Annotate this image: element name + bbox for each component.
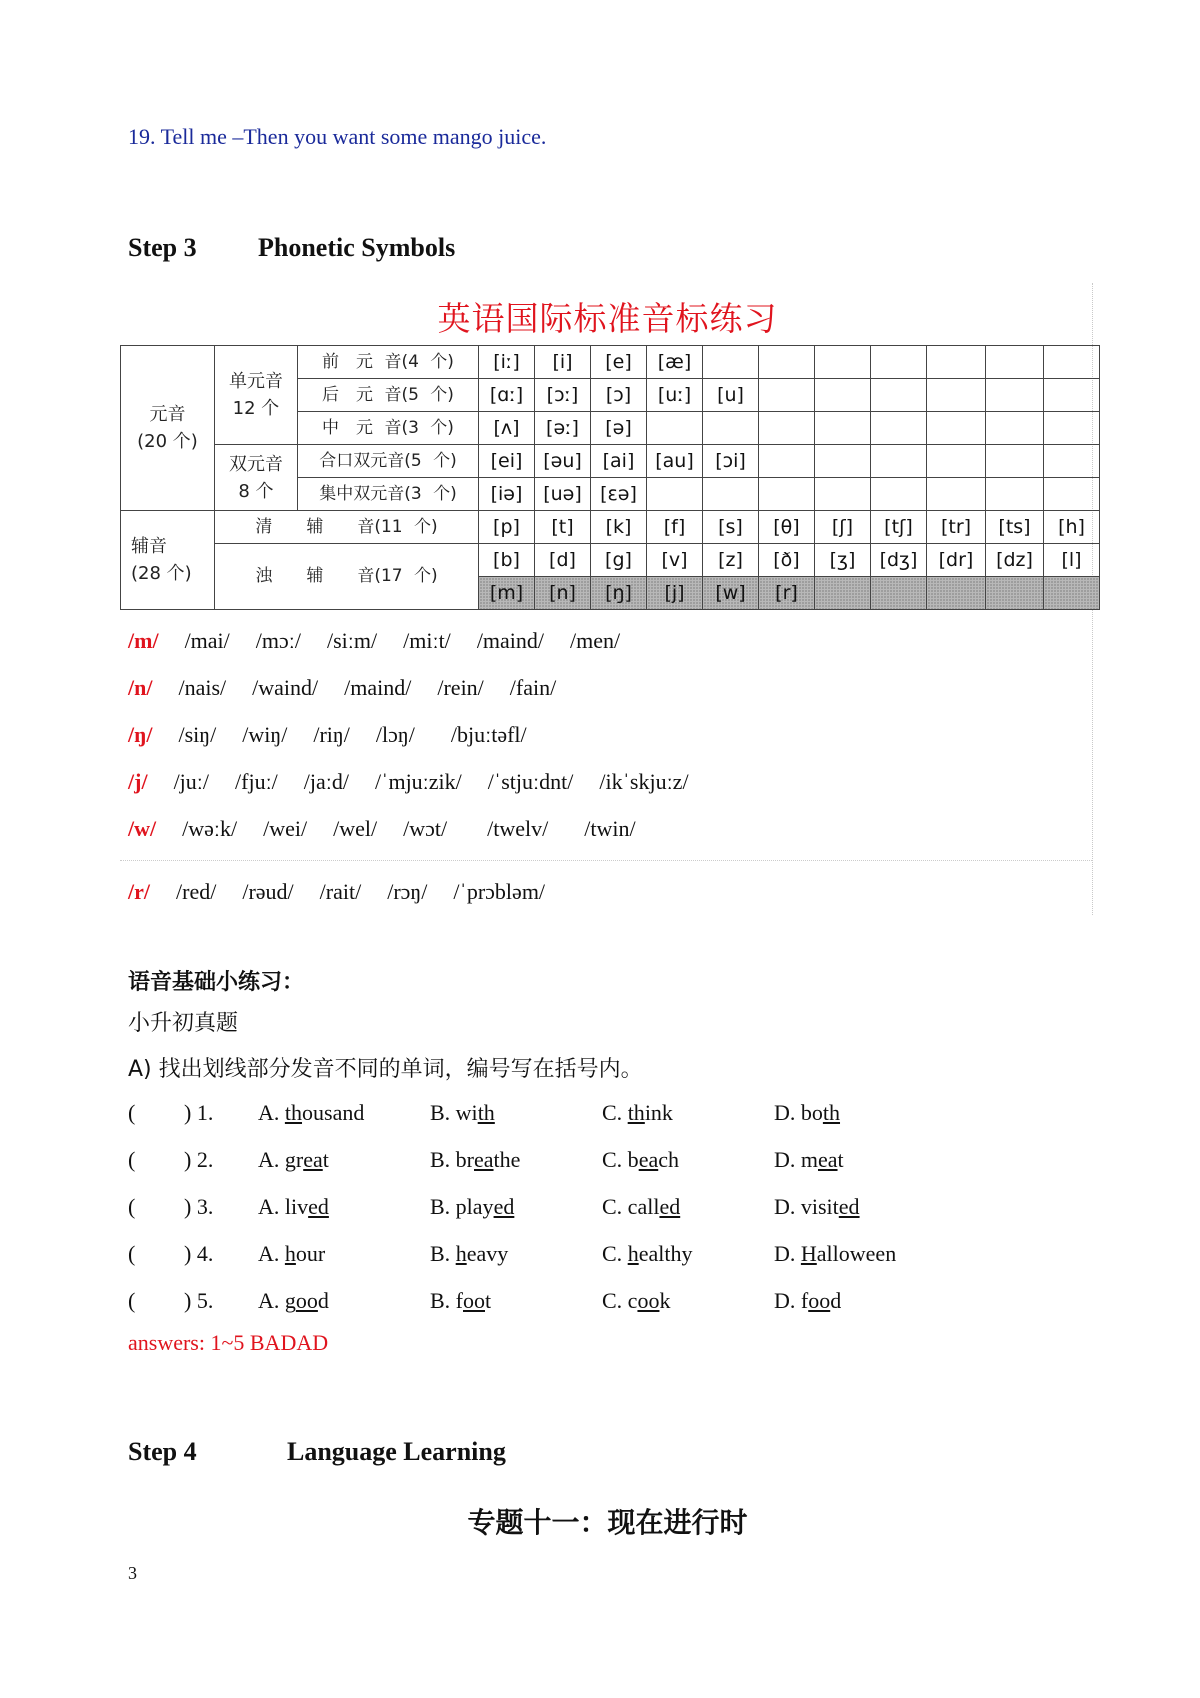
option: A. lived	[258, 1194, 329, 1219]
empty-cell	[986, 346, 1044, 379]
mid-vowels-label: 中 元 音(3 个)	[298, 412, 479, 445]
symbol-cell: [dr]	[927, 544, 986, 577]
symbol-cell: [tr]	[927, 511, 986, 544]
symbol-cell: [l]	[1044, 544, 1100, 577]
empty-cell	[647, 412, 703, 445]
symbol-cell: [uː]	[647, 379, 703, 412]
empty-cell	[986, 445, 1044, 478]
symbol-cell: [h]	[1044, 511, 1100, 544]
empty-cell	[986, 478, 1044, 511]
option: A. hour	[258, 1241, 326, 1266]
answer-blank[interactable]: (	[128, 1194, 136, 1219]
back-vowels-label: 后 元 音(5 个)	[298, 379, 479, 412]
phonetic-table	[120, 345, 1100, 610]
practice-row-ng: /ŋ/ /siŋ/ /wiŋ/ /riŋ/ /lɔŋ/ /bjuːtəfl/	[128, 722, 527, 747]
symbol-cell: [n]	[535, 577, 591, 610]
symbol-cell: [e]	[591, 346, 647, 379]
option: D. both	[774, 1100, 841, 1125]
page-number: 3	[128, 1563, 137, 1583]
monophthong-cell: 单元音 12 个	[215, 346, 298, 445]
empty-cell	[927, 445, 986, 478]
vowels-cell: 元音 (20 个)	[121, 346, 215, 511]
empty-cell	[759, 445, 815, 478]
practice-row-w: /w/ /wəːk/ /wei/ /wel/ /wɔt/ /twelv/ /twin/	[128, 816, 636, 841]
option: C. cook	[602, 1288, 671, 1313]
option: B. with	[430, 1100, 495, 1125]
step3-number: Step 3	[128, 233, 197, 262]
empty-cell	[871, 478, 927, 511]
empty-cell	[927, 346, 986, 379]
empty-cell	[871, 412, 927, 445]
symbol-cell: [ɔ]	[591, 379, 647, 412]
answer-blank[interactable]: (	[128, 1288, 136, 1313]
empty-cell	[815, 379, 871, 412]
symbol-cell: [ai]	[591, 445, 647, 478]
symbol-cell: [dʒ]	[871, 544, 927, 577]
empty-cell	[1044, 577, 1100, 610]
symbol-cell: [j]	[647, 577, 703, 610]
symbol-cell: [uə]	[535, 478, 591, 511]
option: B. foot	[430, 1288, 492, 1313]
option: D. visited	[774, 1194, 860, 1219]
exercise-heading: 语音基础小练习：	[128, 970, 305, 995]
voiced-consonants-label: 浊 辅 音(17 个)	[215, 544, 479, 610]
empty-cell	[927, 412, 986, 445]
option: B. heavy	[430, 1241, 509, 1266]
symbol-cell: [εə]	[591, 478, 647, 511]
symbol-cell: [ɑː]	[479, 379, 535, 412]
symbol-cell: [ei]	[479, 445, 535, 478]
symbol-cell: [əː]	[535, 412, 591, 445]
symbol-cell: [θ]	[759, 511, 815, 544]
table-row	[121, 346, 1100, 379]
table-row	[121, 544, 1100, 577]
option: A. thousand	[258, 1100, 365, 1125]
symbol-cell: [iə]	[479, 478, 535, 511]
symbol-cell: [ŋ]	[591, 577, 647, 610]
step3-title: Phonetic Symbols	[258, 233, 456, 262]
option: D. meat	[774, 1147, 844, 1172]
symbol-cell: [u]	[703, 379, 759, 412]
phonetic-table-title: 英语国际标准音标练习	[437, 299, 778, 338]
symbol-cell: [i]	[535, 346, 591, 379]
answer-blank[interactable]: (	[128, 1147, 136, 1172]
symbol-cell: [dz]	[986, 544, 1044, 577]
empty-cell	[703, 346, 759, 379]
empty-cell	[815, 412, 871, 445]
symbol-cell: [au]	[647, 445, 703, 478]
option: C. called	[602, 1194, 681, 1219]
empty-cell	[1044, 379, 1100, 412]
empty-cell	[815, 577, 871, 610]
symbol-cell: [ɔː]	[535, 379, 591, 412]
symbol-cell: [ə]	[591, 412, 647, 445]
empty-cell	[871, 445, 927, 478]
empty-cell	[815, 346, 871, 379]
centring-diphthongs-label: 集中双元音(3 个)	[298, 478, 479, 511]
symbol-cell: [p]	[479, 511, 535, 544]
empty-cell	[986, 412, 1044, 445]
option: C. beach	[602, 1147, 679, 1172]
symbol-cell: [z]	[703, 544, 759, 577]
option: A. great	[258, 1147, 329, 1172]
empty-cell	[871, 379, 927, 412]
empty-cell	[871, 577, 927, 610]
empty-cell	[759, 412, 815, 445]
empty-cell	[871, 346, 927, 379]
symbol-cell: [d]	[535, 544, 591, 577]
step4-title: Language Learning	[287, 1437, 506, 1466]
symbol-cell: [ts]	[986, 511, 1044, 544]
question-19: 19. Tell me –Then you want some mango juice.	[128, 124, 547, 149]
option: A. good	[258, 1288, 329, 1313]
option: C. healthy	[602, 1241, 693, 1266]
symbol-cell: [iː]	[479, 346, 535, 379]
empty-cell	[815, 478, 871, 511]
symbol-cell: [g]	[591, 544, 647, 577]
practice-row-n: /n/ /nais/ /waind/ /maind/ /rein/ /fain/	[128, 675, 557, 700]
empty-cell	[815, 445, 871, 478]
option: B. breathe	[430, 1147, 521, 1172]
exercise-subheading: 小升初真题	[128, 1011, 239, 1036]
symbol-cell: [s]	[703, 511, 759, 544]
practice-row-m: /m/ /mai/ /mɔː/ /siːm/ /miːt/ /maind/ /men/	[128, 628, 621, 653]
symbol-cell: [əu]	[535, 445, 591, 478]
symbol-cell: [ʃ]	[815, 511, 871, 544]
exercise-instruction: A) 找出划线部分发音不同的单词，编号写在括号内。	[128, 1057, 643, 1082]
practice-row-j: /j/ /juː/ /fjuː/ /jaːd/ /ˈmjuːzik/ /ˈstjuːdnt/ /ikˈskjuːz/	[128, 769, 689, 794]
empty-cell	[759, 346, 815, 379]
symbol-cell: [ʒ]	[815, 544, 871, 577]
empty-cell	[1044, 346, 1100, 379]
empty-cell	[1044, 445, 1100, 478]
symbol-cell: [m]	[479, 577, 535, 610]
symbol-cell: [w]	[703, 577, 759, 610]
option: C. think	[602, 1100, 673, 1125]
empty-cell	[647, 478, 703, 511]
symbol-cell: [r]	[759, 577, 815, 610]
empty-cell	[986, 577, 1044, 610]
empty-cell	[1044, 478, 1100, 511]
front-vowels-label: 前 元 音(4 个)	[298, 346, 479, 379]
table-row	[121, 445, 1100, 478]
empty-cell	[703, 412, 759, 445]
empty-cell	[759, 478, 815, 511]
voiceless-consonants-label: 清 辅 音(11 个)	[215, 511, 479, 544]
answers-line: answers: 1~5 BADAD	[128, 1330, 329, 1355]
dotted-divider	[120, 860, 1092, 861]
empty-cell	[986, 379, 1044, 412]
closing-diphthongs-label: 合口双元音(5 个)	[298, 445, 479, 478]
symbol-cell: [b]	[479, 544, 535, 577]
answer-blank[interactable]: (	[128, 1241, 136, 1266]
symbol-cell: [ð]	[759, 544, 815, 577]
symbol-cell: [ɔi]	[703, 445, 759, 478]
empty-cell	[703, 478, 759, 511]
empty-cell	[1044, 412, 1100, 445]
symbol-cell: [v]	[647, 544, 703, 577]
answer-blank[interactable]: (	[128, 1100, 136, 1125]
symbol-cell: [tʃ]	[871, 511, 927, 544]
symbol-cell: [k]	[591, 511, 647, 544]
table-row	[121, 511, 1100, 544]
empty-cell	[759, 379, 815, 412]
topic-title: 专题十一：现在进行时	[467, 1506, 748, 1539]
option: D. Halloween	[774, 1241, 897, 1266]
diphthong-cell: 双元音 8 个	[215, 445, 298, 511]
practice-row-r: /r/ /red/ /rəud/ /rait/ /rɔŋ/ /ˈprɔbləm/	[128, 879, 546, 904]
empty-cell	[927, 379, 986, 412]
symbol-cell: [ʌ]	[479, 412, 535, 445]
empty-cell	[927, 577, 986, 610]
option: D. food	[774, 1288, 842, 1313]
symbol-cell: [t]	[535, 511, 591, 544]
step4-number: Step 4	[128, 1437, 197, 1466]
option: B. played	[430, 1194, 515, 1219]
consonants-cell: 辅音 (28 个)	[121, 511, 215, 610]
symbol-cell: [æ]	[647, 346, 703, 379]
symbol-cell: [f]	[647, 511, 703, 544]
empty-cell	[927, 478, 986, 511]
